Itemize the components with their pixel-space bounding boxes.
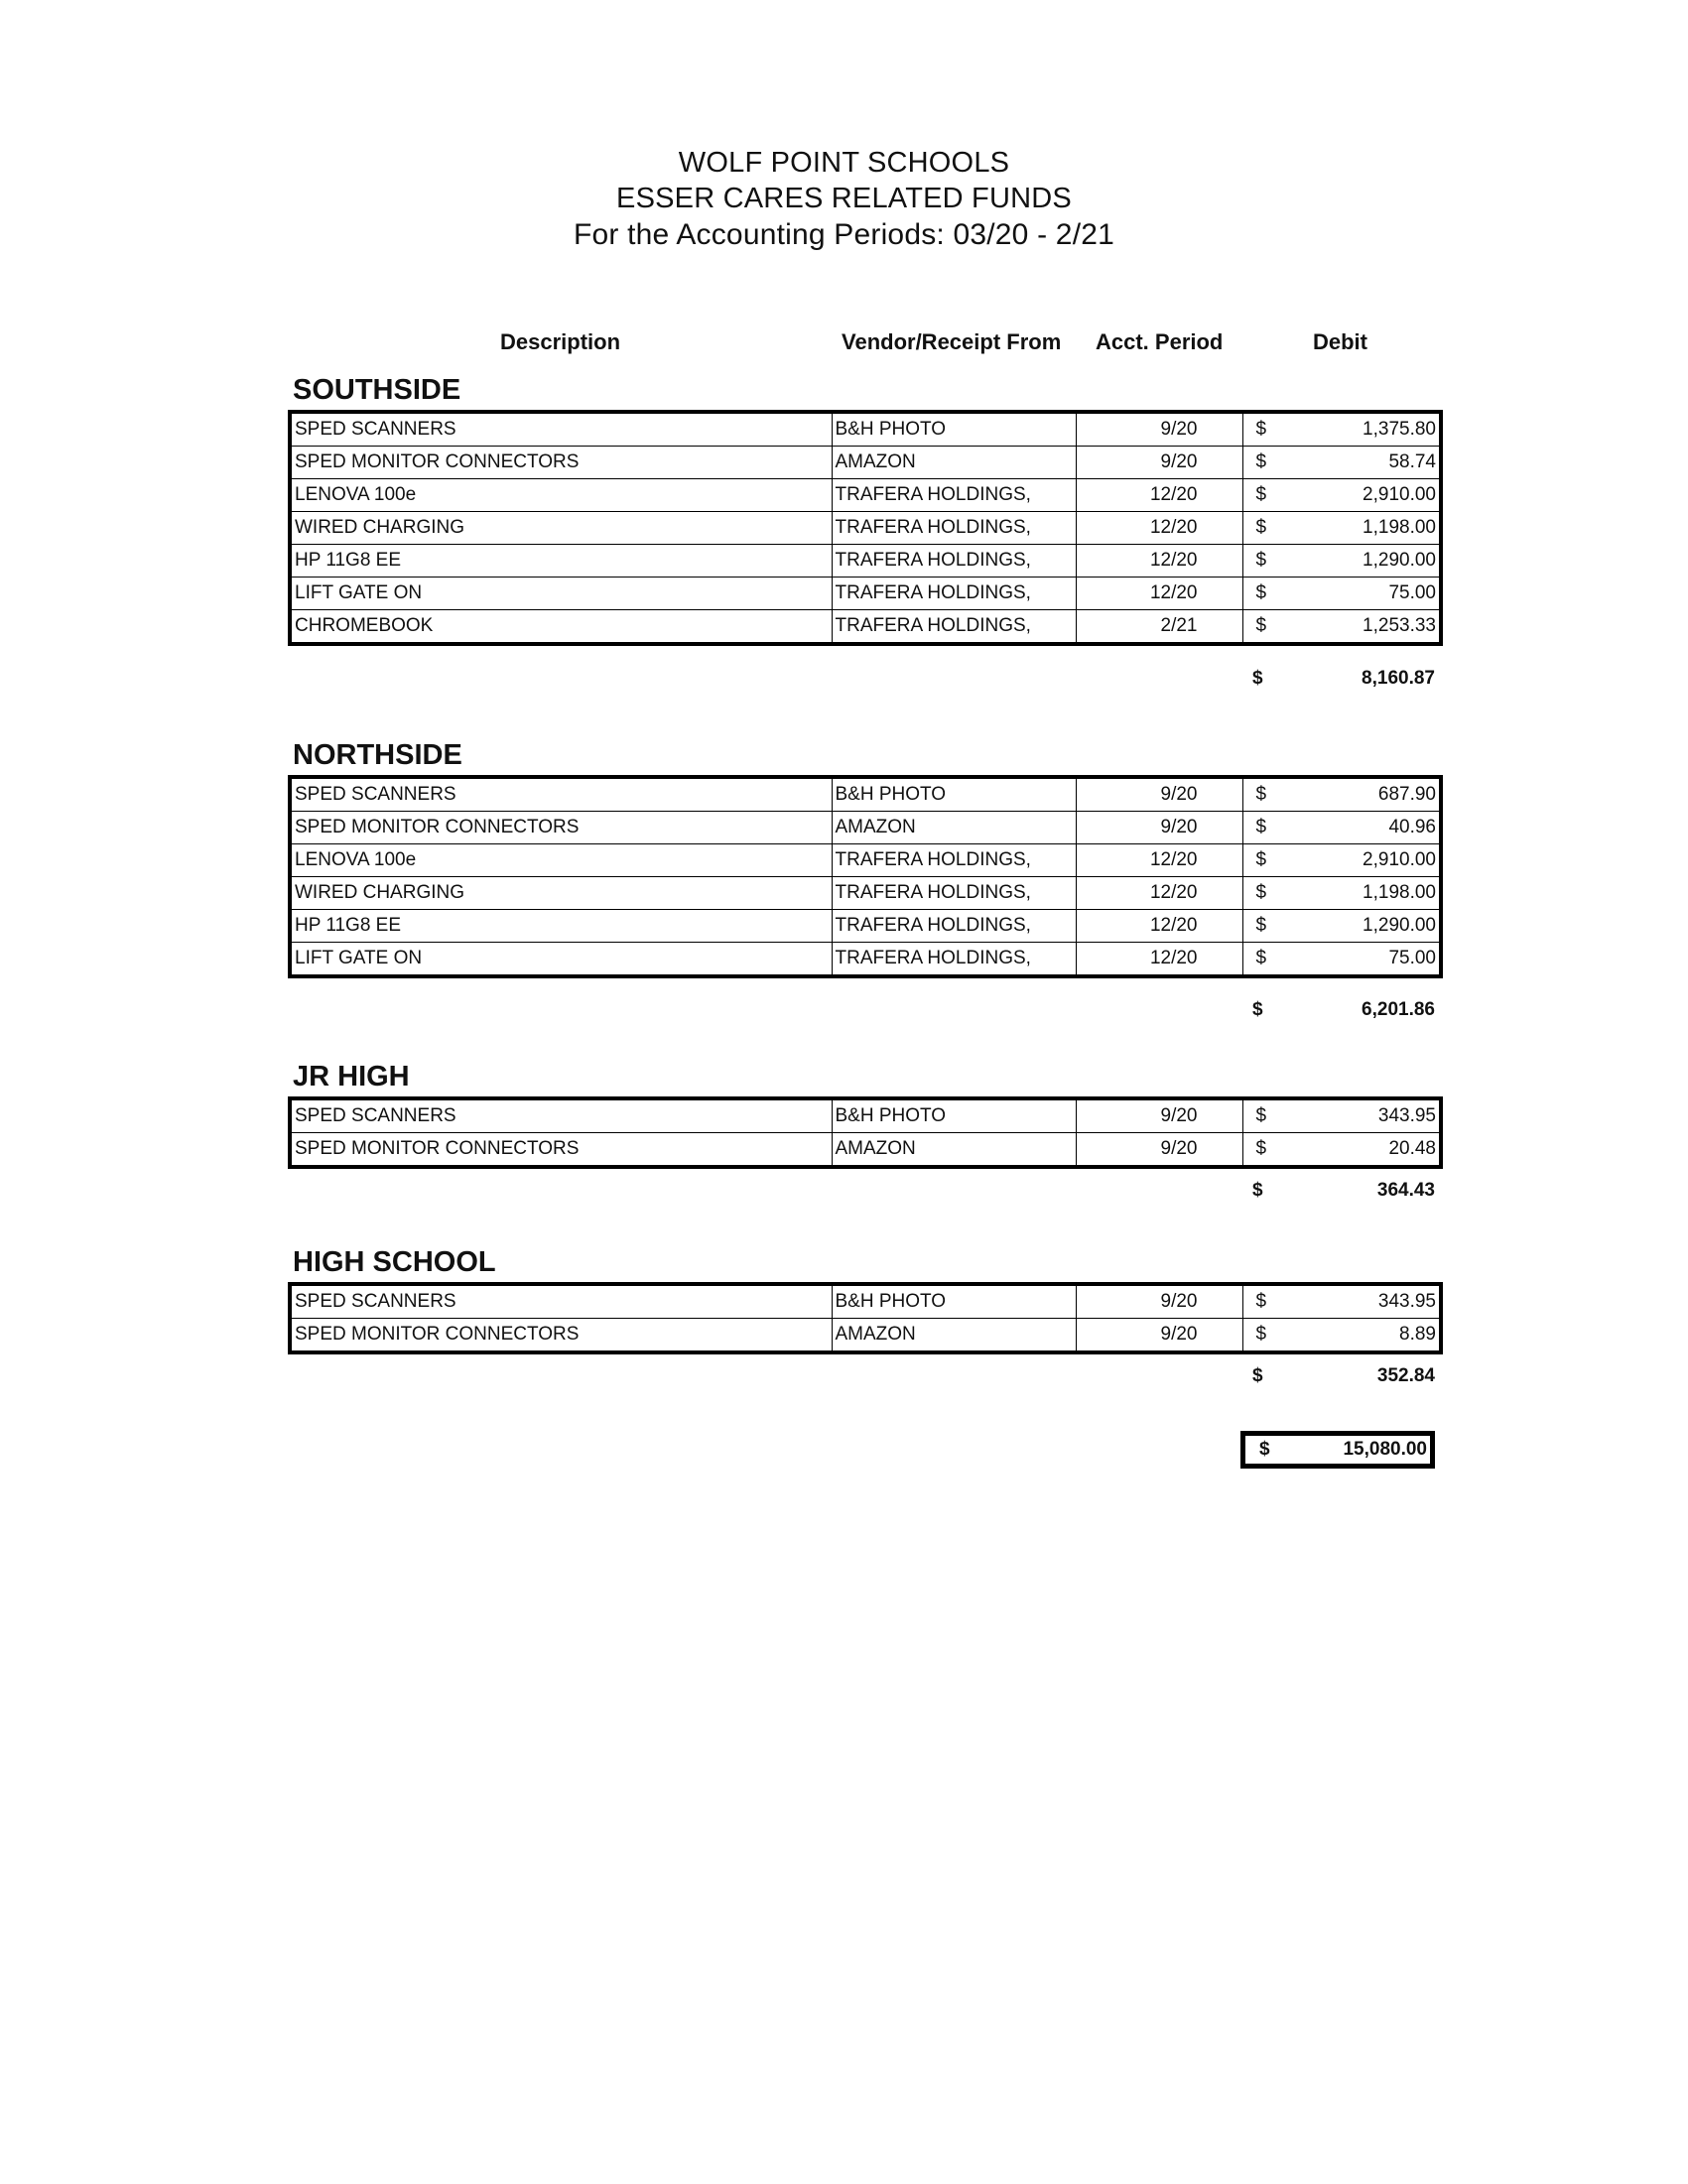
column-header-vendor: Vendor/Receipt From	[842, 329, 1062, 354]
fund-name: ESSER CARES RELATED FUNDS	[616, 183, 1072, 214]
vendor-cell: B&H PHOTO	[832, 412, 1076, 447]
debit-cell	[1242, 447, 1441, 479]
subtotal-amount: 352.84	[1376, 1365, 1435, 1386]
vendor-cell: TRAFERA HOLDINGS,	[832, 610, 1076, 645]
period-cell: 9/20	[1076, 812, 1242, 844]
amount: 1,253.33	[1363, 615, 1436, 636]
amount: 1,375.80	[1363, 419, 1436, 440]
table-row	[290, 844, 1441, 877]
currency-symbol: $	[1255, 849, 1267, 870]
description-cell: SPED SCANNERS	[290, 777, 832, 812]
currency-symbol: $	[1255, 550, 1267, 571]
amount: 687.90	[1377, 784, 1436, 805]
description-cell: WIRED CHARGING	[290, 877, 832, 910]
grand-total	[1240, 1431, 1435, 1469]
debit-cell	[1242, 610, 1441, 645]
amount: 343.95	[1377, 1291, 1436, 1312]
period-cell: 12/20	[1076, 910, 1242, 943]
debit-cell	[1242, 777, 1441, 812]
section-title: SOUTHSIDE	[293, 374, 461, 406]
amount: 1,198.00	[1363, 517, 1436, 538]
amount: 1,290.00	[1363, 550, 1436, 571]
period-cell: 12/20	[1076, 578, 1242, 610]
table-row	[290, 610, 1441, 645]
description-cell: SPED MONITOR CONNECTORS	[290, 1319, 832, 1353]
description-cell: SPED SCANNERS	[290, 1284, 832, 1319]
period-cell: 9/20	[1076, 1284, 1242, 1319]
debit-cell	[1242, 545, 1441, 578]
table-row	[290, 479, 1441, 512]
currency-symbol: $	[1255, 517, 1267, 538]
table-row	[290, 412, 1441, 447]
section-southside	[288, 370, 1439, 689]
accounting-periods: For the Accounting Periods: 03/20 - 2/21	[574, 218, 1114, 251]
expense-table	[288, 410, 1443, 646]
table-row	[290, 1284, 1441, 1319]
description-cell: LIFT GATE ON	[290, 578, 832, 610]
currency-symbol: $	[1255, 1291, 1267, 1312]
section-subtotal	[1240, 995, 1439, 1025]
debit-cell	[1242, 943, 1441, 977]
currency-symbol: $	[1255, 582, 1267, 603]
currency-symbol: $	[1255, 784, 1267, 805]
section-title: JR HIGH	[293, 1061, 410, 1092]
amount: 75.00	[1388, 582, 1436, 603]
table-row	[290, 545, 1441, 578]
debit-cell	[1242, 877, 1441, 910]
table-row	[290, 1098, 1441, 1133]
table-row	[290, 943, 1441, 977]
currency-symbol: $	[1255, 882, 1267, 903]
period-cell: 12/20	[1076, 877, 1242, 910]
period-cell: 2/21	[1076, 610, 1242, 645]
currency-symbol: $	[1252, 668, 1263, 689]
table-row	[290, 1319, 1441, 1353]
vendor-cell: AMAZON	[832, 447, 1076, 479]
description-cell: WIRED CHARGING	[290, 512, 832, 545]
period-cell: 12/20	[1076, 545, 1242, 578]
period-cell: 9/20	[1076, 1133, 1242, 1168]
description-cell: LENOVA 100e	[290, 844, 832, 877]
debit-cell	[1242, 1284, 1441, 1319]
amount: 2,910.00	[1363, 484, 1436, 505]
debit-cell	[1242, 812, 1441, 844]
section-subtotal	[1240, 1176, 1439, 1206]
description-cell: SPED MONITOR CONNECTORS	[290, 812, 832, 844]
table-row	[290, 877, 1441, 910]
vendor-cell: TRAFERA HOLDINGS,	[832, 910, 1076, 943]
debit-cell	[1242, 1133, 1441, 1168]
currency-symbol: $	[1252, 1365, 1263, 1386]
amount: 58.74	[1388, 451, 1436, 472]
currency-symbol: $	[1255, 451, 1267, 472]
vendor-cell: TRAFERA HOLDINGS,	[832, 512, 1076, 545]
table-row	[290, 812, 1441, 844]
table-row	[290, 910, 1441, 943]
description-cell: LIFT GATE ON	[290, 943, 832, 977]
vendor-cell: TRAFERA HOLDINGS,	[832, 943, 1076, 977]
period-cell: 12/20	[1076, 479, 1242, 512]
currency-symbol: $	[1255, 817, 1267, 837]
expense-table	[288, 1282, 1443, 1354]
column-header-description: Description	[500, 329, 621, 354]
amount: 75.00	[1388, 948, 1436, 968]
section-subtotal	[1240, 1361, 1439, 1391]
currency-symbol: $	[1252, 1180, 1263, 1201]
section-jr-high	[288, 1057, 1439, 1201]
vendor-cell: AMAZON	[832, 1133, 1076, 1168]
section-title: NORTHSIDE	[293, 739, 462, 771]
expense-table	[288, 1096, 1443, 1169]
period-cell: 9/20	[1076, 447, 1242, 479]
description-cell: CHROMEBOOK	[290, 610, 832, 645]
currency-symbol: $	[1259, 1439, 1270, 1460]
table-row	[290, 1133, 1441, 1168]
subtotal-amount: 364.43	[1376, 1180, 1435, 1201]
amount: 343.95	[1377, 1105, 1436, 1126]
vendor-cell: AMAZON	[832, 1319, 1076, 1353]
vendor-cell: B&H PHOTO	[832, 1098, 1076, 1133]
debit-cell	[1242, 512, 1441, 545]
period-cell: 12/20	[1076, 512, 1242, 545]
description-cell: SPED SCANNERS	[290, 1098, 832, 1133]
section-high-school	[288, 1242, 1439, 1386]
vendor-cell: TRAFERA HOLDINGS,	[832, 479, 1076, 512]
currency-symbol: $	[1252, 999, 1263, 1020]
description-cell: SPED MONITOR CONNECTORS	[290, 447, 832, 479]
currency-symbol: $	[1255, 915, 1267, 936]
section-northside	[288, 735, 1439, 1020]
expense-table	[288, 775, 1443, 978]
amount: 1,290.00	[1363, 915, 1436, 936]
description-cell: LENOVA 100e	[290, 479, 832, 512]
period-cell: 9/20	[1076, 412, 1242, 447]
currency-symbol: $	[1255, 419, 1267, 440]
grand-total-amount: 15,080.00	[1343, 1439, 1427, 1460]
currency-symbol: $	[1255, 615, 1267, 636]
vendor-cell: TRAFERA HOLDINGS,	[832, 578, 1076, 610]
amount: 1,198.00	[1363, 882, 1436, 903]
school-name: WOLF POINT SCHOOLS	[678, 147, 1010, 179]
vendor-cell: TRAFERA HOLDINGS,	[832, 844, 1076, 877]
table-row	[290, 447, 1441, 479]
currency-symbol: $	[1255, 1138, 1267, 1159]
column-header-debit: Debit	[1313, 329, 1367, 354]
description-cell: SPED MONITOR CONNECTORS	[290, 1133, 832, 1168]
currency-symbol: $	[1255, 948, 1267, 968]
description-cell: SPED SCANNERS	[290, 412, 832, 447]
report-header	[0, 145, 1688, 254]
amount: 40.96	[1388, 817, 1436, 837]
vendor-cell: B&H PHOTO	[832, 1284, 1076, 1319]
section-subtotal	[1240, 664, 1439, 694]
debit-cell	[1242, 1098, 1441, 1133]
period-cell: 12/20	[1076, 844, 1242, 877]
debit-cell	[1242, 844, 1441, 877]
vendor-cell: AMAZON	[832, 812, 1076, 844]
vendor-cell: TRAFERA HOLDINGS,	[832, 545, 1076, 578]
amount: 20.48	[1388, 1138, 1436, 1159]
period-cell: 12/20	[1076, 943, 1242, 977]
amount: 2,910.00	[1363, 849, 1436, 870]
description-cell: HP 11G8 EE	[290, 545, 832, 578]
currency-symbol: $	[1255, 1105, 1267, 1126]
vendor-cell: TRAFERA HOLDINGS,	[832, 877, 1076, 910]
period-cell: 9/20	[1076, 777, 1242, 812]
table-row	[290, 578, 1441, 610]
section-title: HIGH SCHOOL	[293, 1246, 496, 1278]
description-cell: HP 11G8 EE	[290, 910, 832, 943]
debit-cell	[1242, 910, 1441, 943]
table-row	[290, 512, 1441, 545]
vendor-cell: B&H PHOTO	[832, 777, 1076, 812]
table-row	[290, 777, 1441, 812]
amount: 8.89	[1399, 1324, 1436, 1345]
debit-cell	[1242, 578, 1441, 610]
debit-cell	[1242, 479, 1441, 512]
currency-symbol: $	[1255, 1324, 1267, 1345]
currency-symbol: $	[1255, 484, 1267, 505]
period-cell: 9/20	[1076, 1319, 1242, 1353]
subtotal-amount: 8,160.87	[1362, 668, 1435, 689]
debit-cell	[1242, 412, 1441, 447]
period-cell: 9/20	[1076, 1098, 1242, 1133]
subtotal-amount: 6,201.86	[1362, 999, 1435, 1020]
column-header-period: Acct. Period	[1096, 329, 1224, 354]
debit-cell	[1242, 1319, 1441, 1353]
